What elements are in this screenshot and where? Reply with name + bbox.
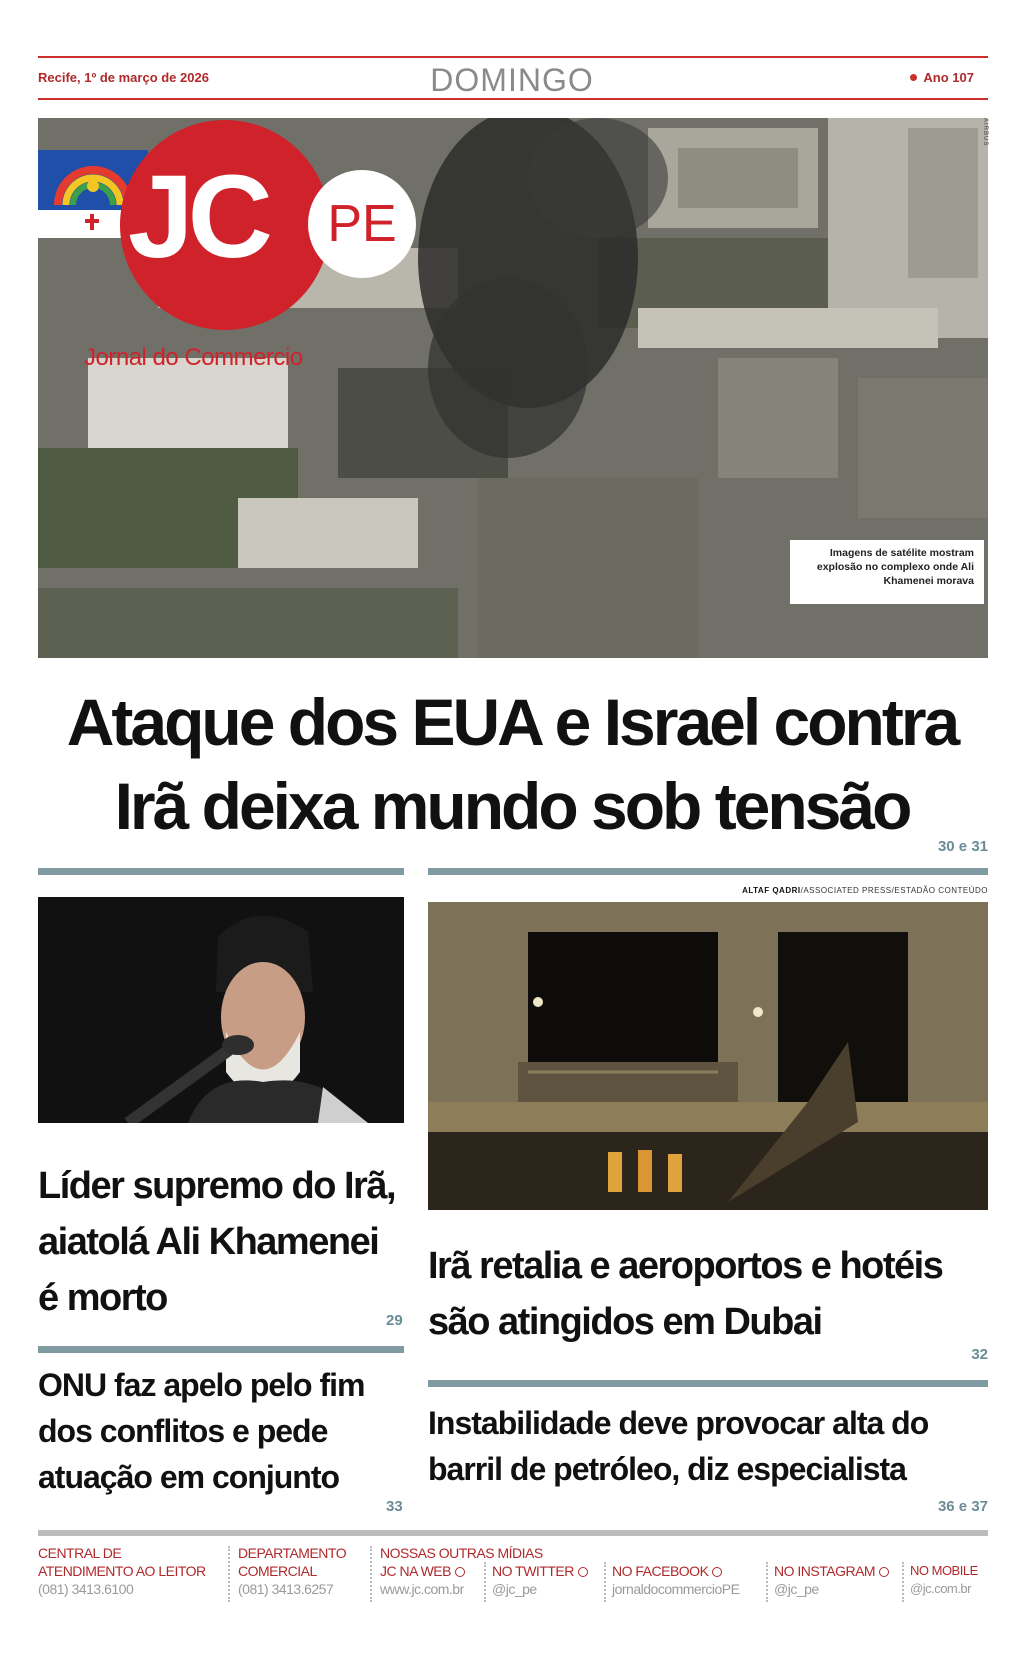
story-onu-title[interactable]: ONU faz apelo pelo fim dos conflitos e pede atuação em conjunto (38, 1367, 365, 1495)
commercial-phone[interactable]: (081) 3413.6257 (238, 1581, 334, 1597)
day-of-week: DOMINGO (430, 62, 594, 98)
story-dubai-page: 32 (971, 1346, 988, 1363)
logo-pe: PE (327, 195, 397, 253)
dubai-photo[interactable] (428, 902, 988, 1210)
footer-rule (38, 1530, 988, 1536)
web-icon (455, 1567, 465, 1577)
dubai-photo-credit: ALTAF QADRI/ASSOCIATED PRESS/ESTADÃO CONTEÚDO (742, 886, 988, 895)
khamenei-photo-art (38, 897, 404, 1123)
footer-separator (484, 1562, 486, 1602)
bullet-icon (910, 74, 917, 81)
footer-separator (766, 1562, 768, 1602)
story-oil-page: 36 e 37 (937, 1498, 988, 1515)
divider-right-top (428, 868, 988, 875)
footer-web[interactable]: JC NA WEB www.jc.com.br (380, 1563, 464, 1597)
khamenei-photo[interactable] (38, 897, 404, 1123)
divider-right-mid (428, 1380, 988, 1387)
story-oil-title[interactable]: Instabilidade deve provocar alta do barril de petróleo, diz especialista (428, 1405, 929, 1487)
instagram-icon (879, 1567, 889, 1577)
edition-year: Ano 107 (910, 70, 974, 85)
masthead-rule (38, 98, 988, 100)
footer-instagram[interactable]: NO INSTAGRAM @jc_pe (774, 1562, 889, 1598)
main-headline[interactable] (40, 680, 984, 848)
footer-twitter[interactable]: NO TWITTER @jc_pe (492, 1562, 588, 1598)
top-rule (38, 56, 988, 58)
story-dubai-title[interactable]: Irã retalia e aeroportos e hotéis são atingidos em Dubai (428, 1245, 943, 1343)
dubai-photo-art (428, 902, 988, 1210)
divider-left-mid (38, 1346, 404, 1353)
logo-subtitle: Jornal do Commercio (84, 344, 303, 371)
hero-caption: Imagens de satélite mostram explosão no complexo onde Ali Khamenei morava (790, 540, 984, 604)
hero-photo-credit: AIRBUS (982, 118, 988, 147)
story-leader-title[interactable]: Líder supremo do Irã, aiatolá Ali Khamenei é morto (38, 1165, 396, 1319)
footer-separator (228, 1546, 230, 1602)
story-leader-page: 29 (386, 1312, 403, 1329)
logo-jc: JC (128, 151, 267, 283)
footer-separator (370, 1546, 372, 1602)
footer-separator (902, 1562, 904, 1602)
story-onu-page: 33 (386, 1498, 403, 1515)
headline-page-ref: 30 e 31 (937, 838, 988, 855)
central-phone[interactable]: (081) 3413.6100 (38, 1581, 134, 1597)
footer-facebook[interactable]: NO FACEBOOK jornaldocommercioPE (612, 1563, 740, 1597)
footer-mobile[interactable]: NO MOBILE @jc.com.br (910, 1563, 978, 1596)
facebook-icon (712, 1567, 722, 1577)
footer-other-media: NOSSAS OUTRAS MÍDIAS (380, 1545, 543, 1561)
headline-line-1: Ataque dos EUA e Israel contra (66, 685, 958, 759)
headline-line-2: Irã deixa mundo sob tensão (114, 769, 910, 843)
location-date: Recife, 1º de março de 2026 (38, 70, 209, 85)
divider-left-top (38, 868, 404, 875)
footer-separator (604, 1562, 606, 1602)
footer-commercial: DEPARTAMENTO COMERCIAL (081) 3413.6257 (238, 1545, 347, 1597)
twitter-icon (578, 1567, 588, 1577)
footer-central: CENTRAL DE ATENDIMENTO AO LEITOR (081) 3413.6100 (38, 1545, 206, 1597)
